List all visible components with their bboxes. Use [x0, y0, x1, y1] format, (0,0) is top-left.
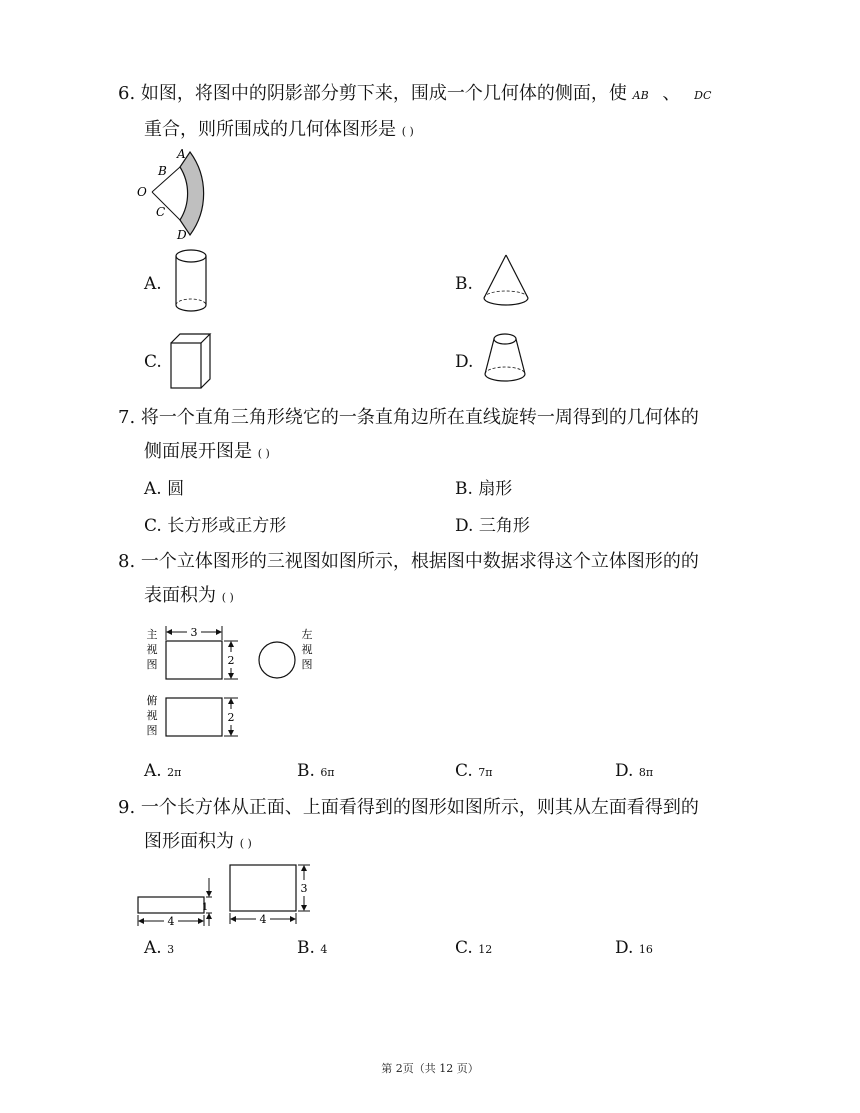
cylinder-icon: [170, 247, 212, 315]
q8-top-label-3: 图: [146, 724, 158, 737]
page-footer: 第 2页（共 12 页）: [381, 1062, 479, 1075]
q9-front-width-label: 4: [167, 915, 175, 928]
q6-number: 6.: [118, 83, 136, 104]
q7-option-a-label: A.: [144, 479, 162, 499]
q9-front-height-label: 1: [201, 902, 209, 913]
q7-stem-line2: [144, 440, 270, 466]
q7-option-b[interactable]: [455, 474, 512, 499]
q6-sep: 、: [662, 83, 681, 104]
cone-icon: [480, 252, 532, 310]
q6-option-a[interactable]: [144, 274, 162, 294]
q9-number: 9.: [118, 797, 136, 818]
q6-option-b[interactable]: [455, 274, 473, 294]
q9-option-b[interactable]: [297, 938, 327, 958]
q6-text-2: 重合，则所围成的几何体图形是: [144, 119, 396, 140]
q7-number: 7.: [118, 407, 136, 428]
q8-left-label-2: 视: [301, 643, 313, 656]
q9-option-b-value: 4: [320, 943, 328, 956]
q9-option-c-value: 12: [478, 943, 493, 956]
q6-option-c[interactable]: [144, 352, 162, 372]
q8-option-a-label: A.: [144, 761, 162, 781]
q8-front-label-1: 主: [146, 628, 158, 641]
q8-front-height-label: 2: [227, 654, 235, 667]
q7-option-b-label: B.: [455, 479, 473, 499]
q8-top-view: [166, 698, 222, 736]
q8-option-b-value: 6π: [320, 766, 335, 779]
q6-label-d: D: [177, 228, 187, 242]
q6-label-o: O: [137, 185, 147, 199]
q6-label-b: B: [158, 164, 167, 178]
q8-number: 8.: [118, 551, 136, 572]
q6-option-a-label: A.: [144, 274, 162, 294]
q6-text-1: 如图，将图中的阴影部分剪下来，围成一个几何体的侧面，使: [140, 83, 627, 104]
q8-front-view: [166, 641, 222, 679]
q9-top-width-label: 4: [259, 913, 267, 926]
cuboid-icon: [168, 331, 214, 391]
q9-option-c-label: C.: [455, 938, 473, 958]
q6-answer-paren: ( ): [401, 125, 414, 138]
q8-stem-line1: [118, 550, 699, 574]
q8-option-c-value: 7π: [478, 766, 493, 779]
q9-stem-line2: [144, 830, 252, 856]
q8-front-label-3: 图: [146, 658, 158, 671]
q9-option-a-label: A.: [144, 938, 162, 958]
q9-option-d[interactable]: [615, 938, 653, 958]
q8-three-view-figure: [140, 620, 340, 745]
q8-option-b[interactable]: [297, 761, 335, 781]
q8-top-label-1: 俯: [146, 694, 158, 707]
q8-top-height-label: 2: [227, 711, 235, 724]
q8-answer-paren: ( ): [221, 591, 234, 604]
q6-option-c-label: C.: [144, 352, 162, 372]
q9-top-view: [230, 865, 296, 911]
q8-top-label-2: 视: [146, 709, 158, 722]
q8-width-label: 3: [190, 626, 198, 639]
q8-left-label-1: 左: [301, 628, 313, 641]
q9-views-figure: [132, 860, 322, 930]
q9-option-a[interactable]: [144, 938, 174, 958]
q8-text-2: 表面积为: [144, 585, 216, 606]
q7-option-a[interactable]: [144, 474, 184, 499]
q6-option-b-label: B.: [455, 274, 473, 294]
q6-shaded-region: [180, 152, 204, 235]
q9-option-d-value: 16: [638, 943, 653, 956]
q8-option-c-label: C.: [455, 761, 473, 781]
q7-answer-paren: ( ): [257, 447, 270, 460]
q8-front-label-2: 视: [146, 643, 158, 656]
frustum-icon: [480, 330, 530, 388]
q7-text-2: 侧面展开图是: [144, 441, 252, 462]
q8-option-b-label: B.: [297, 761, 315, 781]
q9-option-c[interactable]: [455, 938, 492, 958]
q9-answer-paren: ( ): [239, 837, 252, 850]
q9-top-height-label: 3: [300, 882, 308, 895]
q8-option-d-label: D.: [615, 761, 634, 781]
q9-option-a-value: 3: [167, 943, 175, 956]
q7-text-1: 将一个直角三角形绕它的一条直角边所在直线旋转一周得到的几何体的: [140, 407, 699, 428]
q9-stem-line1: [118, 796, 699, 820]
q7-option-c-label: C.: [144, 516, 162, 536]
q8-option-c[interactable]: [455, 761, 492, 781]
q8-option-d[interactable]: [615, 761, 653, 781]
q6-seg-dc: DC: [694, 89, 712, 102]
q7-option-d[interactable]: [455, 511, 530, 536]
q8-stem-line2: [144, 584, 234, 610]
q7-option-b-text: 扇形: [478, 479, 513, 499]
q6-option-d[interactable]: [455, 352, 473, 372]
q6-label-a: A: [177, 147, 186, 161]
q6-label-c: C: [156, 205, 166, 219]
q7-option-d-label: D.: [455, 516, 474, 536]
q8-option-a[interactable]: [144, 761, 181, 781]
q7-option-c[interactable]: [144, 511, 286, 536]
q6-seg-ab: AB: [632, 89, 649, 102]
q9-text-1: 一个长方体从正面、上面看得到的图形如图所示，则其从左面看得到的: [140, 797, 699, 818]
q9-option-b-label: B.: [297, 938, 315, 958]
q8-option-a-value: 2π: [167, 766, 182, 779]
q6-sector-figure: [130, 140, 210, 245]
q6-option-d-label: D.: [455, 352, 474, 372]
q9-text-2: 图形面积为: [144, 831, 234, 852]
q6-stem-line1: [118, 82, 711, 108]
q8-left-view: [259, 642, 295, 678]
q9-front-view: [138, 897, 204, 913]
q7-option-a-text: 圆: [167, 479, 185, 499]
q8-left-label-3: 图: [301, 658, 313, 671]
q7-stem-line1: [118, 406, 699, 430]
q7-option-c-text: 长方形或正方形: [167, 516, 287, 536]
q7-option-d-text: 三角形: [478, 516, 530, 536]
q8-option-d-value: 8π: [638, 766, 654, 779]
q9-option-d-label: D.: [615, 938, 634, 958]
q8-text-1: 一个立体图形的三视图如图所示，根据图中数据求得这个立体图形的的: [140, 551, 699, 572]
